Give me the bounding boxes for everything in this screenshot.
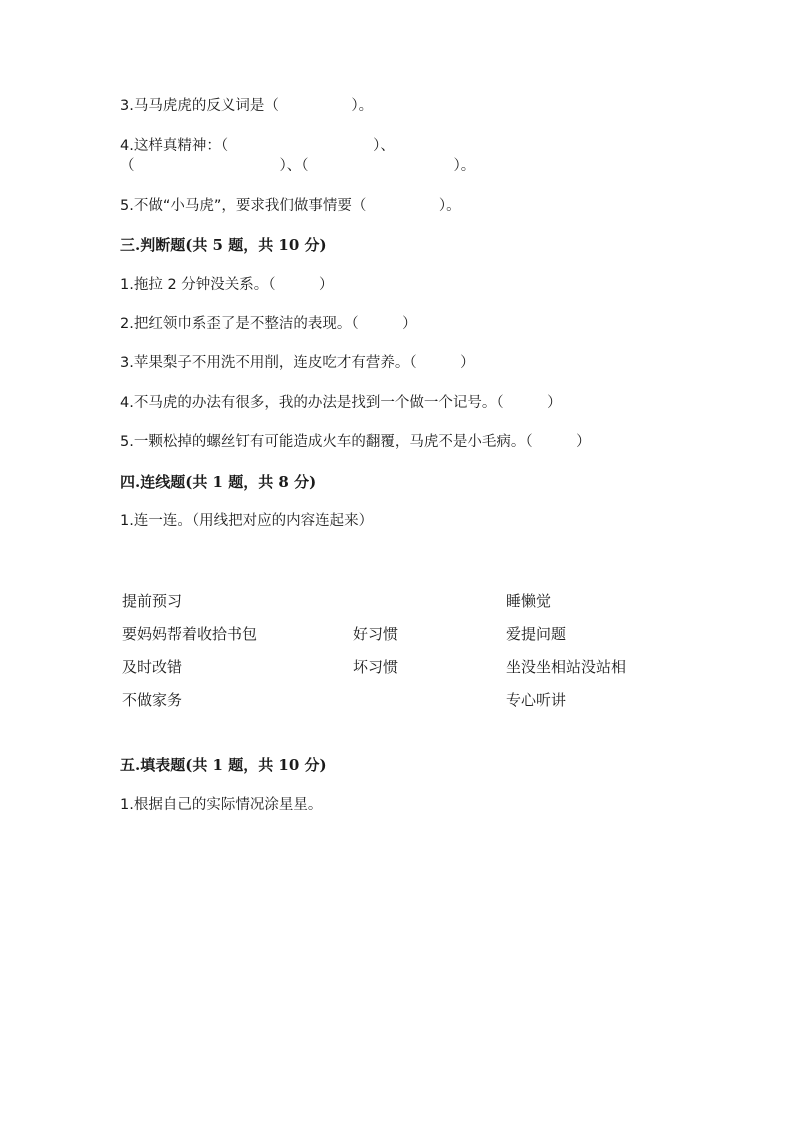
section-5-heading: 五.填表题(共 1 题，共 10 分) <box>120 756 327 774</box>
matching-right-item: 专心听讲 <box>506 691 567 709</box>
table-instruction: 1.根据自己的实际情况涂星星。 <box>120 797 323 813</box>
question-3: 3.马马虎虎的反义词是（ ）。 <box>120 98 374 114</box>
matching-left-item: 提前预习 <box>122 592 183 610</box>
matching-left-item: 不做家务 <box>122 691 183 709</box>
matching-left-item: 要妈妈帮着收拾书包 <box>122 625 258 643</box>
judge-question-5: 5.一颗松掉的螺丝钉有可能造成火车的翻覆，马虎不是小毛病。（ ） <box>120 434 591 450</box>
question-4-line-1: 4.这样真精神：（ ）、 <box>120 138 395 154</box>
matching-right-item: 坐没坐相站没站相 <box>506 658 627 676</box>
matching-left-item: 及时改错 <box>122 658 183 676</box>
judge-question-3: 3.苹果梨子不用洗不用削，连皮吃才有营养。（ ） <box>120 355 475 371</box>
judge-question-1: 1.拖拉 2 分钟没关系。（ ） <box>120 277 334 293</box>
matching-instruction: 1.连一连。（用线把对应的内容连起来） <box>120 513 374 529</box>
section-4-heading: 四.连线题(共 1 题，共 8 分) <box>120 473 317 491</box>
judge-question-2: 2.把红领巾系歪了是不整洁的表现。（ ） <box>120 316 417 332</box>
matching-middle-item: 好习惯 <box>353 625 399 643</box>
section-3-heading: 三.判断题(共 5 题，共 10 分) <box>120 236 327 254</box>
matching-right-item: 睡懒觉 <box>506 592 552 610</box>
judge-question-4: 4.不马虎的办法有很多，我的办法是找到一个做一个记号。（ ） <box>120 395 562 411</box>
question-4-line-2: （ ）、（ ）。 <box>120 158 476 174</box>
matching-right-item: 爱提问题 <box>506 625 567 643</box>
question-5: 5.不做“小马虎”，要求我们做事情要（ ）。 <box>120 198 461 214</box>
matching-middle-item: 坏习惯 <box>353 658 399 676</box>
